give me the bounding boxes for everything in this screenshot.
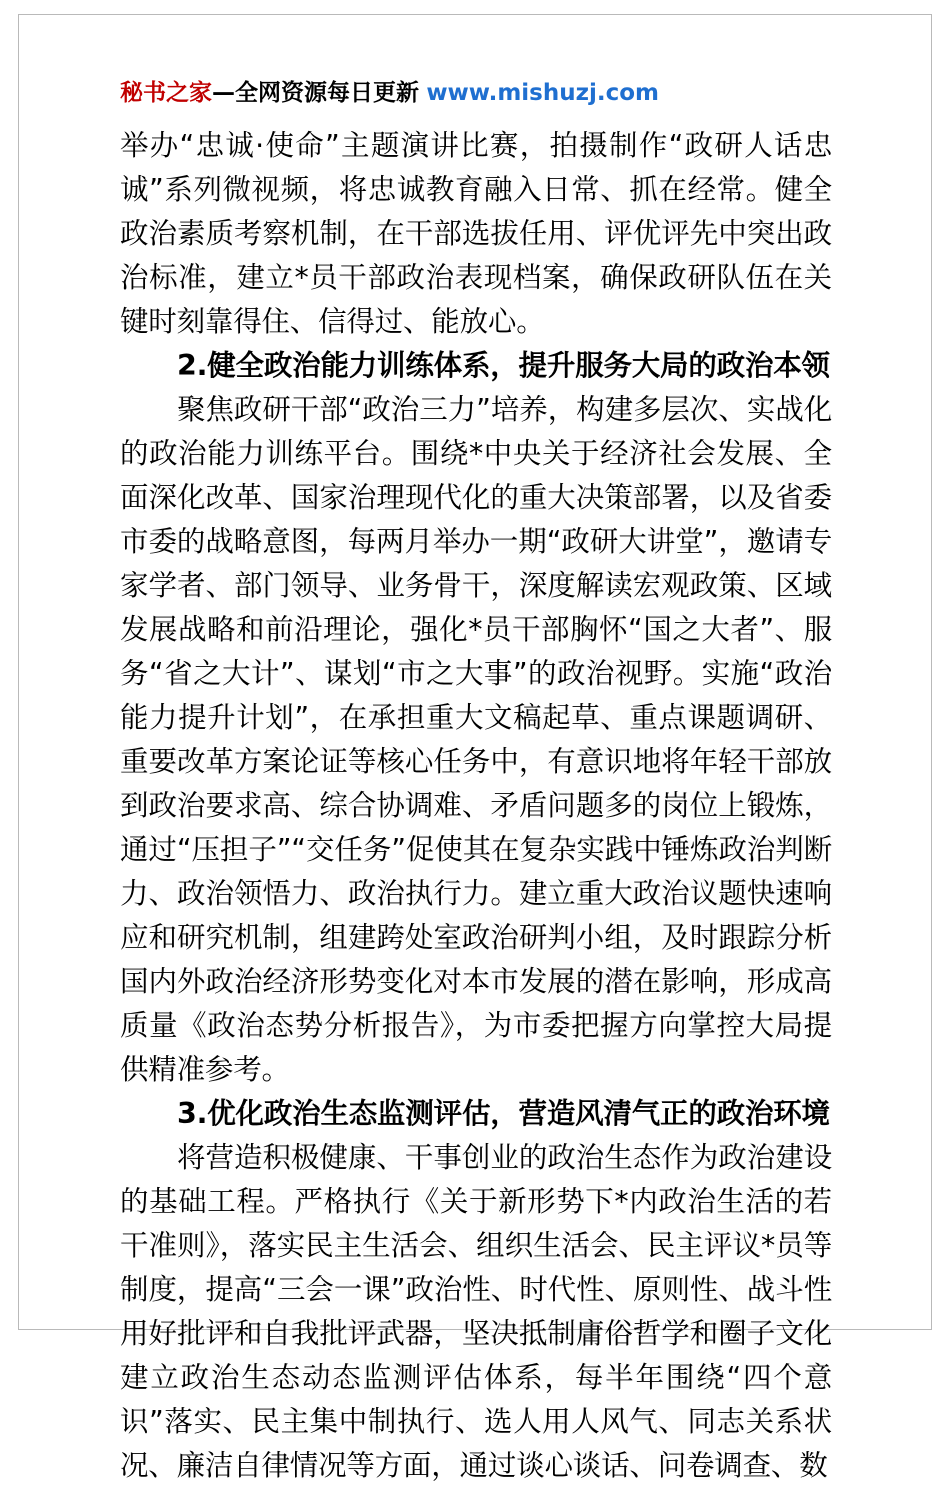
watermark-brand: 秘书之家 (120, 80, 212, 106)
heading-2: 2.健全政治能力训练体系，提升服务大局的政治本领 (177, 349, 830, 382)
paragraph-3: 将营造积极健康、干事创业的政治生态作为政治建设的基础工程。严格执行《关于新形势下*内政治生活的若干准则》，落实民主生活会、组织生活会、民主评议*员等制度，提高“三会一课”政治性、时代性、原则性、战斗性用好批评和自我批评武器，坚决抵制庸俗哲学和圈子文化建立政治生态动态监测评估体系，每半年围绕“四个意识”落实、民主集中制执行、选人用人风气、同志关系状况、廉洁自律情况等方面，通过谈心谈话、问卷调查、数 (120, 1141, 832, 1482)
paragraph-1: 举办“忠诚·使命”主题演讲比赛，拍摄制作“政研人话忠诚”系列微视频，将忠诚教育融入日常、抓在经常。健全政治素质考察机制，在干部选拔任用、评优评先中突出政治标准，建立*员干部政治表现档案，确保政研队伍在关键时刻靠得住、信得过、能放心。 (120, 129, 832, 338)
watermark-tagline: —全网资源每日更新 (212, 80, 419, 106)
paragraph-2: 聚焦政研干部“政治三力”培养，构建多层次、实战化的政治能力训练平台。围绕*中央关于经济社会发展、全面深化改革、国家治理现代化的重大决策部署，以及省委市委的战略意图，每两月举办一期“政研大讲堂”，邀请专家学者、部门领导、业务骨干，深度解读宏观政策、区域发展战略和前沿理论，强化*员干部胸怀“国之大者”、服务“省之大计”、谋划“市之大事”的政治视野。实施“政治能力提升计划”，在承担重大文稿起草、重点课题调研、重要改革方案论证等核心任务中，有意识地将年轻干部放到政治要求高、综合协调难、矛盾问题多的岗位上锻炼，通过“压担子”“交任务”促使其在复杂实践中锤炼政治判断力、政治领悟力、政治执行力。建立重大政治议题快速响应和研究机制，组建跨处室政治研判小组，及时跟踪分析国内外政治经济形势变化对本市发展的潜在影响，形成高质量《政治态势分析报告》，为市委把握方向掌控大局提供精准参考。 (120, 393, 832, 1086)
heading-3: 3.优化政治生态监测评估，营造风清气正的政治环境 (177, 1097, 830, 1130)
watermark-url[interactable]: www.mishuzj.com (426, 80, 660, 106)
site-watermark (120, 78, 832, 108)
page-content (120, 78, 832, 1488)
document-body (120, 124, 832, 1488)
